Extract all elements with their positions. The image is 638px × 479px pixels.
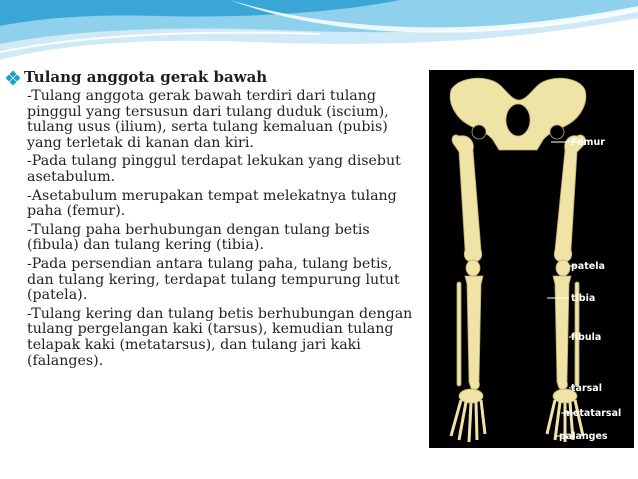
paragraph-tibia-fibula: -Tulang paha berhubungan dengan tulang betis (fibula) dan tulang kering (tibia). (27, 221, 370, 254)
text-content (6, 68, 416, 372)
paragraph-foot: -Tulang kering dan tulang betis berhubungan dengan tulang pergelangan kaki (tarsus), kemudian tulang telapak kaki (metatarsus), dan tulang jari kaki (falanges). (27, 305, 413, 369)
header-wave-decoration (0, 0, 638, 70)
label-metatarsal: metatarsal (563, 408, 622, 419)
label-patela: patela (571, 261, 605, 272)
skeleton-figure (429, 70, 634, 448)
label-tibia: tibia (571, 293, 596, 304)
label-fibula: fibula (571, 332, 602, 343)
diamond-bullet-icon (6, 71, 20, 85)
paragraph-asetabulum: -Pada tulang pinggul terdapat lekukan yang disebut asetabulum. (27, 153, 401, 185)
paragraph-pelvis: -Tulang anggota gerak bawah terdiri dari tulang pinggul yang tersusun dari tulang duduk (iscium), tulang usus (ilium), serta tulang kemaluan (pubis) yang terletak di kanan dan kiri. (27, 88, 389, 151)
paragraph-patela: -Pada persendian antara tulang paha, tulang betis, dan tulang kering, terdapat tulang tempurung lutut (patela). (27, 255, 400, 304)
label-femur: Femur (571, 137, 605, 148)
heading-text: Tulang anggota gerak bawah (24, 68, 268, 86)
label-palanges: palanges (559, 431, 608, 442)
paragraph-femur: -Asetabulum merupakan tempat melekatnya tulang paha (femur). (27, 187, 397, 220)
section-heading (6, 68, 416, 87)
label-tarsal: tarsal (571, 383, 602, 394)
leg-skeleton-illustration (429, 70, 634, 448)
